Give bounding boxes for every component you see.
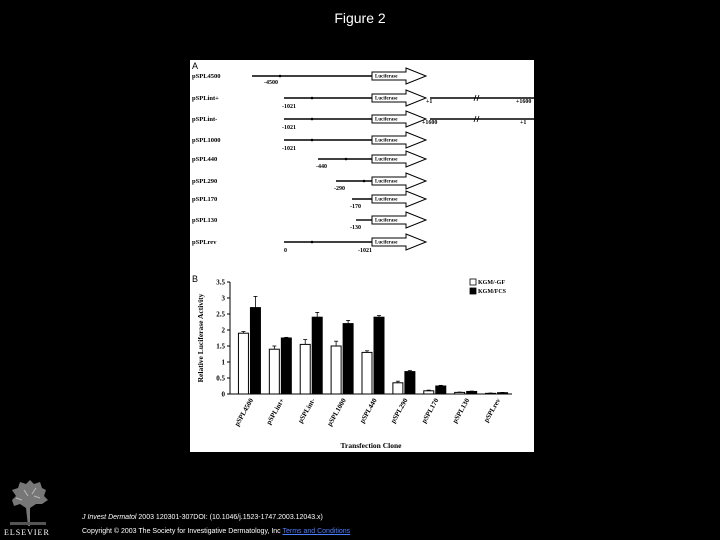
construct-row bbox=[192, 212, 426, 231]
y-tick-label: 2.5 bbox=[216, 310, 225, 319]
citation-line bbox=[82, 514, 323, 521]
bar bbox=[238, 333, 248, 394]
y-axis-title: Relative Luciferase Activity bbox=[196, 293, 205, 383]
bar bbox=[374, 317, 384, 394]
luciferase-label: Luciferase bbox=[375, 117, 398, 123]
luciferase-label: Luciferase bbox=[375, 179, 398, 185]
bar bbox=[393, 383, 403, 394]
y-tick-label: 0.5 bbox=[216, 374, 225, 383]
copyright-line bbox=[82, 528, 350, 535]
bar bbox=[281, 338, 291, 394]
x-tick-label: pSPL130 bbox=[450, 397, 472, 425]
construct-row bbox=[192, 173, 426, 192]
construct-label: pSPL440 bbox=[192, 156, 218, 163]
coordinate-label: -130 bbox=[350, 225, 361, 231]
construct-row bbox=[192, 132, 426, 152]
coordinate-label: +1600 bbox=[516, 99, 532, 105]
x-tick-label: pSPLrev bbox=[482, 397, 503, 424]
bar bbox=[312, 317, 322, 394]
legend-swatch bbox=[470, 279, 476, 285]
construct-row bbox=[192, 90, 534, 110]
coordinate-label: -290 bbox=[334, 186, 345, 192]
bar bbox=[343, 324, 353, 394]
legend-label: KGM/FCS bbox=[478, 289, 506, 295]
construct-label: pSPLint- bbox=[192, 116, 218, 123]
publisher-name: ELSEVIER bbox=[4, 528, 50, 537]
bar bbox=[498, 393, 508, 394]
coordinate-label: -170 bbox=[350, 204, 361, 210]
x-tick-label: pSPL1000 bbox=[325, 397, 348, 428]
construct-label: pSPLrev bbox=[192, 239, 217, 246]
copyright-text: Copyright © 2003 The Society for Investigative Dermatology, Inc bbox=[82, 528, 283, 535]
bar bbox=[455, 392, 465, 394]
panel-a-letter: A bbox=[192, 61, 199, 71]
coordinate-label: -1021 bbox=[358, 248, 372, 254]
site-marker bbox=[311, 118, 314, 121]
luciferase-label: Luciferase bbox=[375, 218, 398, 224]
coordinate-label: -1021 bbox=[282, 125, 296, 131]
construct-row bbox=[192, 111, 534, 131]
construct-label: pSPL1000 bbox=[192, 137, 221, 144]
panel-b-letter: B bbox=[192, 274, 199, 284]
coordinate-label: -1021 bbox=[282, 146, 296, 152]
bar bbox=[250, 308, 260, 394]
construct-diagram bbox=[190, 60, 534, 272]
site-marker bbox=[279, 75, 282, 78]
y-tick-label: 3 bbox=[221, 294, 225, 303]
x-tick-label: pSPL290 bbox=[389, 397, 410, 425]
luciferase-label: Luciferase bbox=[375, 138, 398, 144]
construct-row bbox=[192, 68, 426, 86]
site-marker bbox=[311, 241, 314, 244]
citation-details: 2003 120301-307DOI: (10.1046/j.1523-1747.2003.12043.x) bbox=[136, 514, 323, 521]
coordinate-label: -4500 bbox=[264, 80, 278, 86]
x-tick-label: pSPL440 bbox=[358, 397, 379, 425]
legend-swatch bbox=[470, 288, 476, 294]
construct-row bbox=[192, 191, 426, 210]
bar-chart bbox=[190, 272, 534, 452]
y-tick-label: 1 bbox=[221, 358, 225, 367]
luciferase-label: Luciferase bbox=[375, 96, 398, 102]
terms-link[interactable]: Terms and Conditions bbox=[282, 528, 351, 535]
y-tick-label: 0 bbox=[221, 390, 225, 399]
site-marker bbox=[345, 158, 348, 161]
coordinate-label: +1 bbox=[426, 99, 433, 105]
figure-title: Figure 2 bbox=[334, 10, 386, 26]
x-tick-label: pSPL170 bbox=[419, 397, 441, 425]
site-marker bbox=[363, 180, 366, 183]
legend-label: KGM/-GF bbox=[478, 280, 505, 286]
bar bbox=[362, 352, 372, 394]
coordinate-label: +1 bbox=[520, 120, 527, 126]
coordinate-label: 0 bbox=[284, 248, 287, 254]
bar bbox=[467, 391, 477, 394]
bar bbox=[300, 344, 310, 394]
y-tick-label: 1.5 bbox=[216, 342, 225, 351]
bar bbox=[424, 391, 434, 394]
construct-label: pSPL4500 bbox=[192, 73, 221, 80]
bar bbox=[331, 346, 341, 394]
y-tick-label: 2 bbox=[221, 326, 225, 335]
x-tick-label: pSPLint+ bbox=[264, 397, 287, 427]
construct-label: pSPLint+ bbox=[192, 95, 219, 102]
bar bbox=[486, 393, 496, 394]
elsevier-tree-logo bbox=[6, 478, 50, 528]
construct-label: pSPL170 bbox=[192, 196, 218, 203]
luciferase-label: Luciferase bbox=[375, 197, 398, 203]
figure-panel bbox=[190, 60, 534, 452]
bar bbox=[269, 349, 279, 394]
bar bbox=[436, 386, 446, 394]
y-tick-label: 3.5 bbox=[216, 278, 225, 287]
coordinate-label: -1021 bbox=[282, 104, 296, 110]
x-tick-label: pSPLint- bbox=[296, 397, 317, 425]
luciferase-label: Luciferase bbox=[375, 240, 398, 246]
x-tick-label: pSPL4500 bbox=[232, 397, 256, 428]
journal-name: J Invest Dermatol bbox=[82, 514, 137, 521]
coordinate-label: +1600 bbox=[422, 120, 438, 126]
coordinate-label: -440 bbox=[316, 164, 327, 170]
bar bbox=[405, 372, 415, 394]
site-marker bbox=[311, 97, 314, 100]
construct-row bbox=[192, 234, 426, 254]
construct-label: pSPL290 bbox=[192, 178, 218, 185]
construct-label: pSPL130 bbox=[192, 217, 218, 224]
construct-row bbox=[192, 151, 426, 170]
luciferase-label: Luciferase bbox=[375, 74, 398, 80]
luciferase-label: Luciferase bbox=[375, 157, 398, 163]
x-axis-title: Transfection Clone bbox=[340, 441, 402, 450]
site-marker bbox=[311, 139, 314, 142]
